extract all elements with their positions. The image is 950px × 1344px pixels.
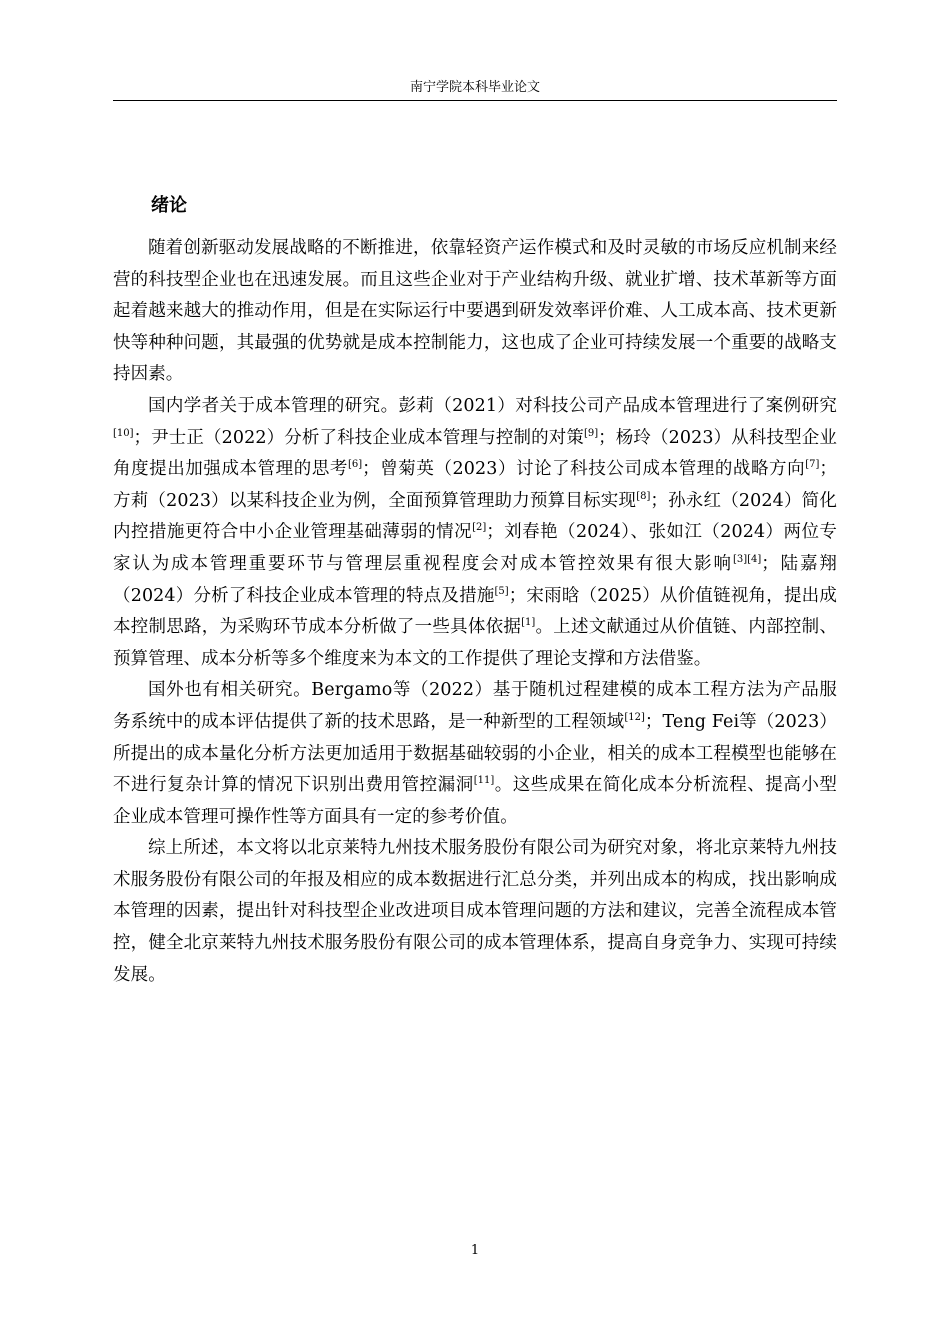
text-segment: ；孙永红（2024）简化内控措施更符合中小企业管理基础薄弱的情况 [113,490,837,543]
citation-ref: [10] [113,427,134,439]
body-paragraph [113,233,837,391]
citation-ref: [1] [521,617,536,629]
citation-ref: [11] [473,775,495,787]
body-paragraph [113,675,837,833]
citation-ref: [7] [805,459,820,471]
citation-ref: [12] [624,712,645,724]
section-title: 绪论 [151,195,187,216]
text-segment: 综上所述，本文将以北京莱特九州技术服务股份有限公司为研究对象，将北京莱特九州技术服务股份有限公司的年报及相应的成本数据进行汇总分类，并列出成本的构成，找出影响成本管理的因素，提出针对科技型企业改进项目成本管理问题的方法和建议，完善全流程成本管控，健全北京莱特九州技术服务股份有限公司的成本管理体系，提高自身竞争力、实现可持续发展。 [113,838,837,985]
body-text [113,233,837,991]
text-segment: ；刘春艳（2024）、张如江（2024）两位专家认为成本管理重要环节与管理层重视程度会对成本管控效果有很大影响 [113,522,838,574]
citation-ref: [3][4] [732,554,762,566]
citation-ref: [6] [347,459,363,471]
text-segment: 。上述文献通过从价值链、内部控制、预算管理、成本分析等多个维度来为本文的工作提供了理论支撑和方法借鉴。 [113,617,837,669]
text-segment: ；尹士正（2022）分析了科技企业成本管理与控制的对策 [133,427,584,448]
header-rule [113,100,837,101]
text-segment: ；杨玲（2023）从科技型企业角度提出加强成本管理的思考 [113,427,837,480]
page-body [113,191,837,991]
text-segment: ；陆嘉翔（2024）分析了科技企业成本管理的特点及措施 [113,553,837,606]
text-segment: ；Teng Fei等（2023）所提出的成本量化分析方法更加适用于数据基础较弱的小企业，相关的成本工程模型也能够在不进行复杂计算的情况下识别出费用管控漏洞 [113,711,837,796]
text-segment: ；方莉（2023）以某科技企业为例，全面预算管理助力预算目标实现 [113,459,837,511]
text-segment: 国外也有相关研究。Bergamo等（2022）基于随机过程建模的成本工程方法为产品服务系统中的成本评估提供了新的技术思路，是一种新型的工程领域 [113,680,837,732]
running-header: 南宁学院本科毕业论文 [409,80,540,95]
body-paragraph [113,833,837,991]
text-segment: 随着创新驱动发展战略的不断推进，依靠轻资产运作模式和及时灵敏的市场反应机制来经营的科技型企业也在迅速发展。而且这些企业对于产业结构升级、就业扩增、技术革新等方面起着越来越大的推动作用，但是在实际运行中要遇到研发效率评价难、人工成本高、技术更新快等种种问题，其最强的优势就是成本控制能力，这也成了企业可持续发展一个重要的战略支持因素。 [113,238,837,385]
text-segment: 国内学者关于成本管理的研究。彭莉（2021）对科技公司产品成本管理进行了案例研究 [148,395,837,416]
text-segment: ；曾菊英（2023）讨论了科技公司成本管理的战略方向 [362,459,806,480]
citation-ref: [9] [583,427,599,439]
text-segment: ；宋雨晗（2025）从价值链视角，提出成本控制思路，为采购环节成本分析做了一些具体依据 [113,585,837,638]
citation-ref: [2] [472,522,487,534]
body-paragraph [113,391,837,675]
text-segment: 。这些成果在简化成本分析流程、提高小型企业成本管理可操作性等方面具有一定的参考价值。 [113,775,837,827]
citation-ref: [5] [494,585,509,597]
page-number: 1 [470,1243,480,1258]
citation-ref: [8] [636,490,651,502]
